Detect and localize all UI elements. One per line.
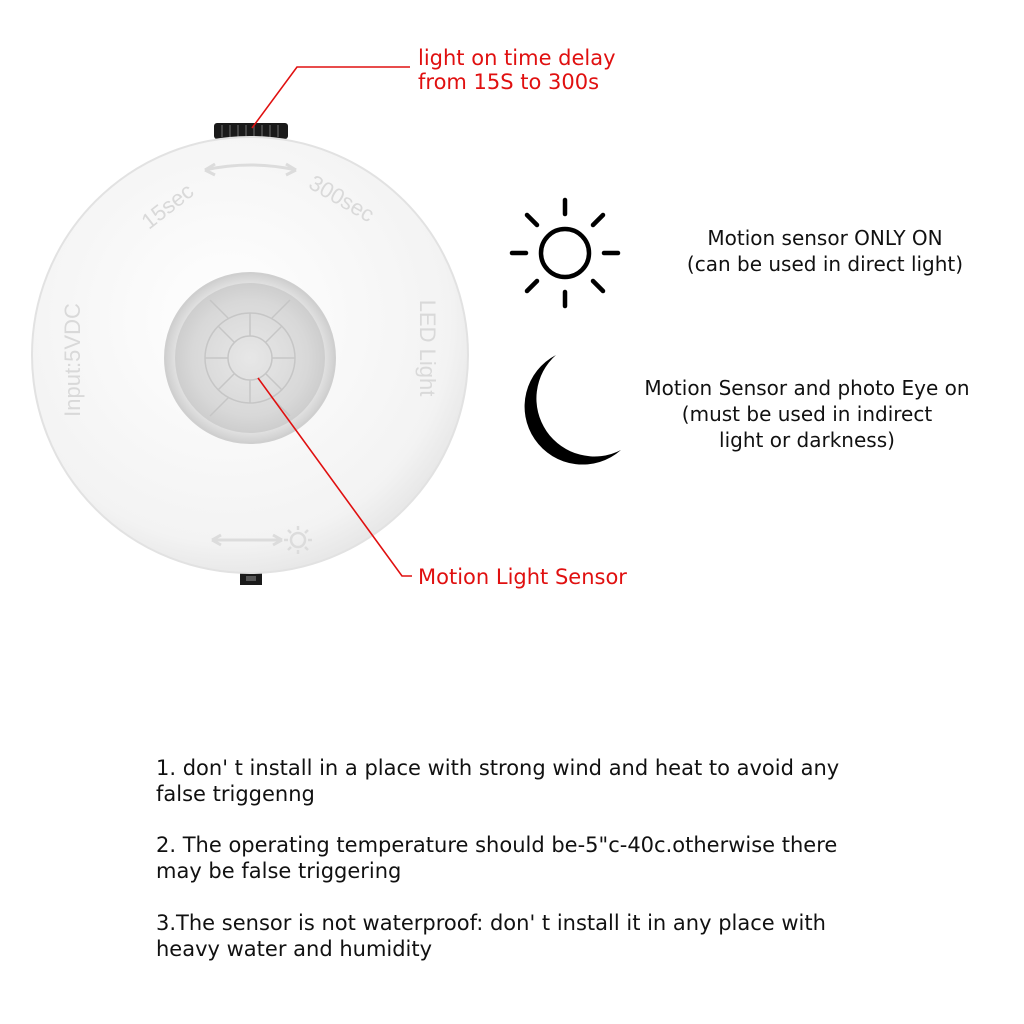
output-label: LED Light bbox=[415, 299, 440, 397]
time-delay-leader bbox=[252, 67, 410, 128]
moon-icon bbox=[525, 355, 621, 465]
dial-max-label: 300sec bbox=[304, 169, 379, 228]
note-2-line-2: may be false triggering bbox=[156, 859, 402, 883]
motion-sensor-callout: Motion Light Sensor bbox=[418, 565, 627, 589]
note-3-line-1: 3.The sensor is not waterproof: don' t install it in any place with bbox=[156, 911, 826, 935]
mode-switch[interactable] bbox=[240, 573, 262, 585]
sun-mode-line-1: Motion sensor ONLY ON bbox=[707, 226, 943, 250]
input-label: Input:5VDC bbox=[60, 303, 85, 417]
time-delay-line-1: light on time delay bbox=[418, 46, 616, 70]
moon-mode-description bbox=[622, 375, 992, 453]
moon-mode-line-2: (must be used in indirect bbox=[681, 402, 933, 426]
note-3-line-2: heavy water and humidity bbox=[156, 937, 433, 961]
time-delay-line-2: from 15S to 300s bbox=[418, 70, 600, 94]
note-2-line-1: 2. The operating temperature should be-5"c-40c.otherwise there bbox=[156, 833, 838, 857]
sun-mode-line-2: (can be used in direct light) bbox=[686, 252, 964, 276]
sensor-lens bbox=[175, 283, 325, 433]
note-1-line-2: false triggenng bbox=[156, 782, 315, 806]
moon-mode-line-3: light or darkness) bbox=[719, 428, 895, 452]
note-3 bbox=[156, 910, 896, 962]
note-2 bbox=[156, 832, 896, 884]
dial-min-label: 15sec bbox=[136, 178, 199, 235]
time-delay-callout bbox=[418, 46, 616, 94]
note-1-line-1: 1. don' t install in a place with strong wind and heat to avoid any bbox=[156, 756, 840, 780]
sun-icon bbox=[512, 200, 618, 306]
moon-mode-line-1: Motion Sensor and photo Eye on bbox=[644, 376, 970, 400]
sun-mode-description bbox=[655, 225, 995, 277]
note-1 bbox=[156, 755, 896, 807]
